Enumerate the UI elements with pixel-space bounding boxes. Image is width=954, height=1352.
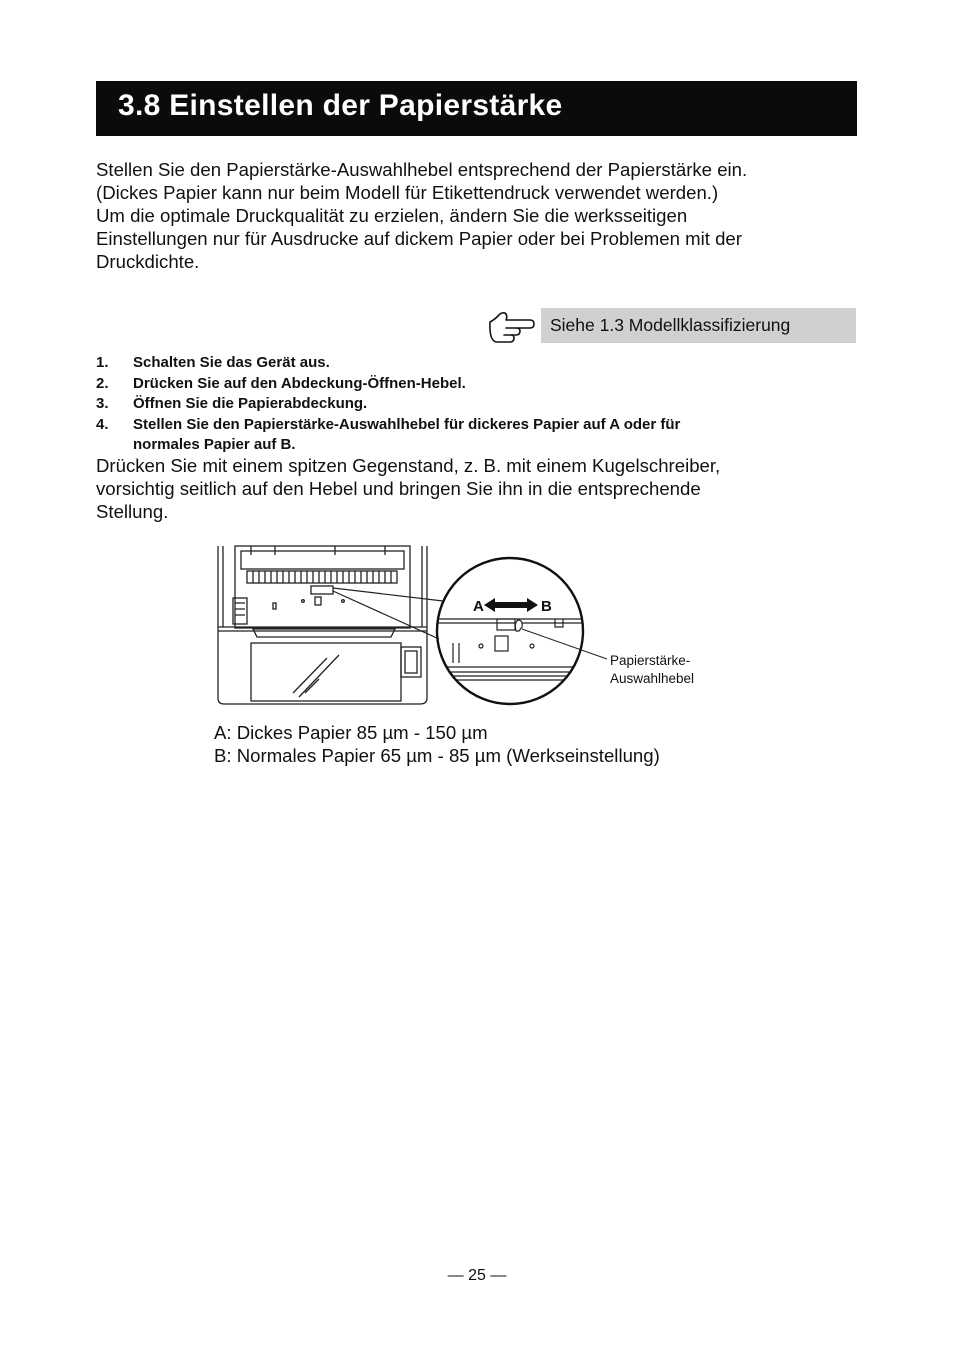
list-item bbox=[96, 394, 866, 415]
instruction-paragraph bbox=[96, 454, 866, 523]
step-number: 1. bbox=[96, 354, 109, 371]
reference-link[interactable]: Siehe 1.3 Modellklassifizierung bbox=[550, 315, 791, 335]
paper-spec bbox=[214, 721, 660, 767]
steps-list bbox=[96, 353, 866, 456]
label-b: B bbox=[541, 598, 552, 615]
step-number: 4. bbox=[96, 415, 109, 433]
list-item bbox=[96, 415, 866, 456]
intro-line: (Dickes Papier kann nur beim Modell für Etikettendruck verwendet werden.) bbox=[96, 182, 719, 203]
printer-illustration bbox=[215, 543, 735, 708]
intro-line: Einstellungen nur für Ausdrucke auf dickem Papier oder bei Problemen mit der bbox=[96, 228, 742, 249]
callout-label-line2: Auswahlhebel bbox=[610, 671, 695, 686]
callout-label-line1: Papierstärke- bbox=[610, 653, 691, 668]
step-text: Drücken Sie auf den Abdeckung-Öffnen-Hebel. bbox=[133, 374, 466, 392]
instruction-line: vorsichtig seitlich auf den Hebel und bringen Sie ihn in die entsprechende bbox=[96, 478, 701, 499]
step-text: normales Papier auf B. bbox=[133, 436, 296, 453]
section-title: 3.8 Einstellen der Papierstärke bbox=[118, 89, 563, 122]
section-header bbox=[96, 81, 857, 136]
intro-paragraph bbox=[96, 158, 866, 273]
instruction-line: Drücken Sie mit einem spitzen Gegenstand, z. B. mit einem Kugelschreiber, bbox=[96, 455, 721, 476]
step-text: Stellen Sie den Papierstärke-Auswahlhebel für dickeres Papier auf A oder für bbox=[133, 415, 681, 433]
label-a: A bbox=[473, 598, 484, 615]
list-item bbox=[96, 353, 866, 374]
intro-line: Druckdichte. bbox=[96, 251, 200, 272]
intro-line: Um die optimale Druckqualität zu erzielen, ändern Sie die werksseitigen bbox=[96, 205, 688, 226]
instruction-line: Stellung. bbox=[96, 501, 169, 522]
reference-box[interactable] bbox=[541, 308, 856, 343]
list-item bbox=[96, 374, 866, 395]
spec-line-a: A: Dickes Papier 85 µm - 150 µm bbox=[214, 722, 488, 743]
step-number: 3. bbox=[96, 395, 109, 412]
step-text: Öffnen Sie die Papierabdeckung. bbox=[133, 395, 368, 412]
step-number: 2. bbox=[96, 374, 109, 392]
spec-line-b: B: Normales Papier 65 µm - 85 µm (Werkseinstellung) bbox=[214, 745, 660, 766]
pointing-hand-icon bbox=[486, 310, 536, 344]
page-number: — 25 — bbox=[447, 1267, 507, 1284]
intro-line: Stellen Sie den Papierstärke-Auswahlhebel entsprechend der Papierstärke ein. bbox=[96, 159, 748, 180]
step-text: Schalten Sie das Gerät aus. bbox=[133, 354, 330, 371]
